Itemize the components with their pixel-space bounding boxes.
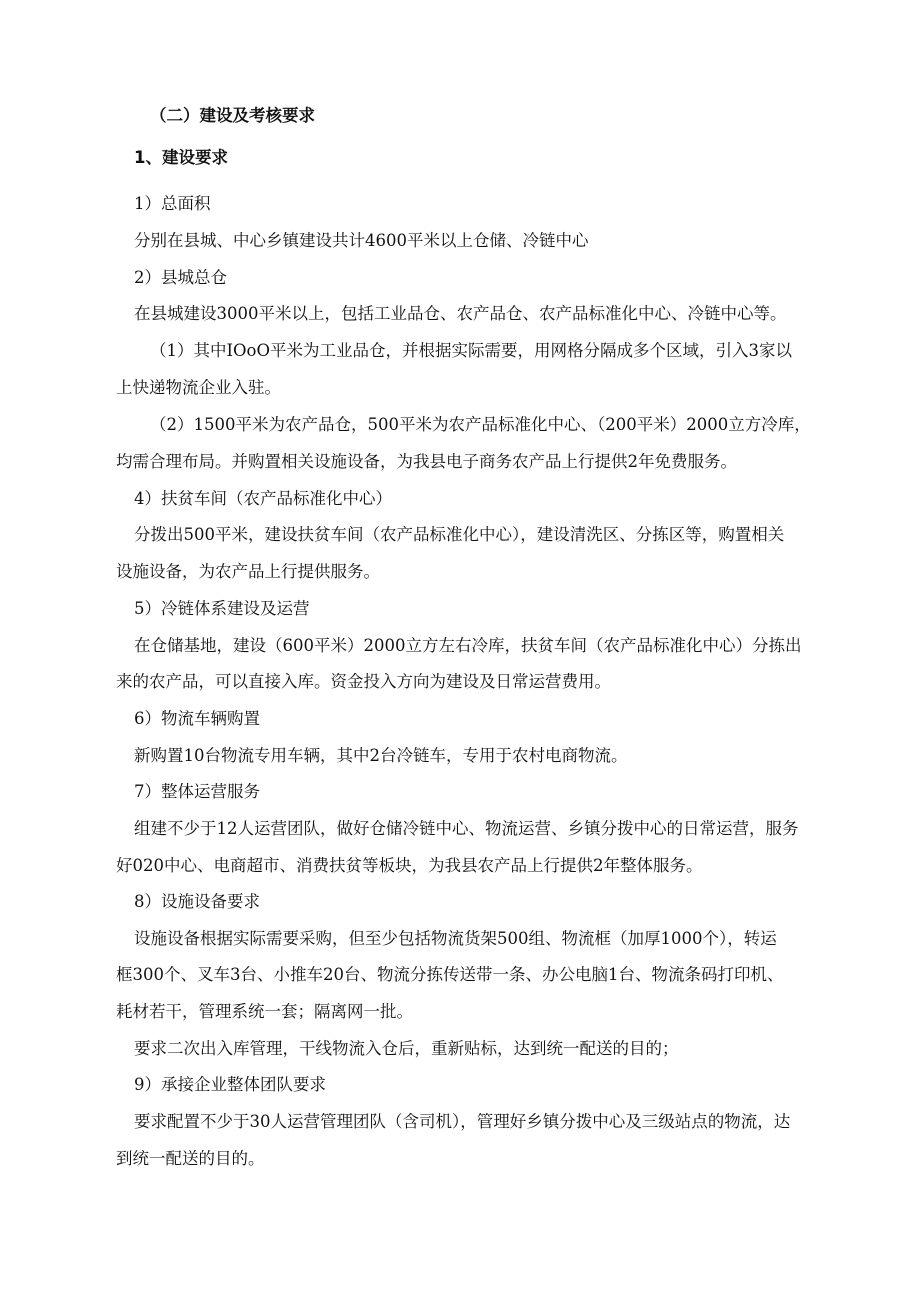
section-title: （二）建设及考核要求 [150, 106, 315, 125]
paragraph-line: 到统一配送的目的。 [116, 1149, 265, 1168]
paragraph-line: 上快递物流企业入驻。 [116, 378, 281, 397]
paragraph-line: 均需合理布局。并购置相关设施设备，为我县电子商务农产品上行提供2年免费服务。 [116, 452, 737, 471]
paragraph-line: 设施设备，为农产品上行提供服务。 [116, 562, 380, 581]
section-subtitle: 1、建设要求 [134, 148, 228, 167]
paragraph-line: 分别在县城、中心乡镇建设共计4600平米以上仓储、冷链中心 [134, 231, 589, 250]
paragraph-line: 框300个、叉车3台、小推车20台、物流分拣传送带一条、办公电脑1台、物流条码打印机、 [116, 965, 784, 984]
paragraph-line: 在仓储基地，建设（600平米）2000立方左右冷库，扶贫车间（农产品标准化中心）分拣出 [134, 636, 802, 655]
paragraph-line: 来的农产品，可以直接入库。资金投入方向为建设及日常运营费用。 [116, 672, 611, 691]
paragraph-line: 耗材若干，管理系统一套；隔离网一批。 [116, 1002, 413, 1021]
paragraph-line: 要求配置不少于30人运营管理团队（含司机），管理好乡镇分拨中心及三级站点的物流，达 [134, 1112, 791, 1131]
item-heading: 2）县城总仓 [134, 268, 227, 287]
paragraph-line: （1）其中IOoO平米为工业品仓，并根据实际需要，用网格分隔成多个区域，引入3家以 [150, 341, 793, 360]
paragraph-line: 组建不少于12人运营团队，做好仓储冷链中心、物流运营、乡镇分拨中心的日常运营，服务 [134, 819, 799, 838]
item-heading: 8）设施设备要求 [134, 892, 260, 911]
paragraph-line: （2）1500平米为农产品仓，500平米为农产品标准化中心、（200平米）2000立方冷库， [150, 415, 811, 434]
paragraph-line: 分拨出500平米，建设扶贫车间（农产品标准化中心），建设清洗区、分拣区等，购置相关 [134, 525, 785, 544]
paragraph-line: 要求二次出入库管理，干线物流入仓后，重新贴标，达到统一配送的目的； [134, 1039, 679, 1058]
paragraph-line: 新购置10台物流专用车辆，其中2台冷链车，专用于农村电商物流。 [134, 746, 628, 765]
paragraph-line: 好020中心、电商超市、消费扶贫等板块，为我县农产品上行提供2年整体服务。 [116, 856, 703, 875]
paragraph-line: 设施设备根据实际需要采购，但至少包括物流货架500组、物流框（加厚1000个），转运 [134, 929, 777, 948]
paragraph-line: 在县城建设3000平米以上，包括工业品仓、农产品仓、农产品标准化中心、冷链中心等。 [134, 304, 787, 323]
item-heading: 5）冷链体系建设及运营 [134, 599, 310, 618]
item-heading: 1）总面积 [134, 194, 211, 213]
item-heading: 7）整体运营服务 [134, 782, 260, 801]
item-heading: 6）物流车辆购置 [134, 709, 260, 728]
item-heading: 4）扶贫车间（农产品标准化中心） [134, 489, 392, 508]
item-heading: 9）承接企业整体团队要求 [134, 1075, 326, 1094]
